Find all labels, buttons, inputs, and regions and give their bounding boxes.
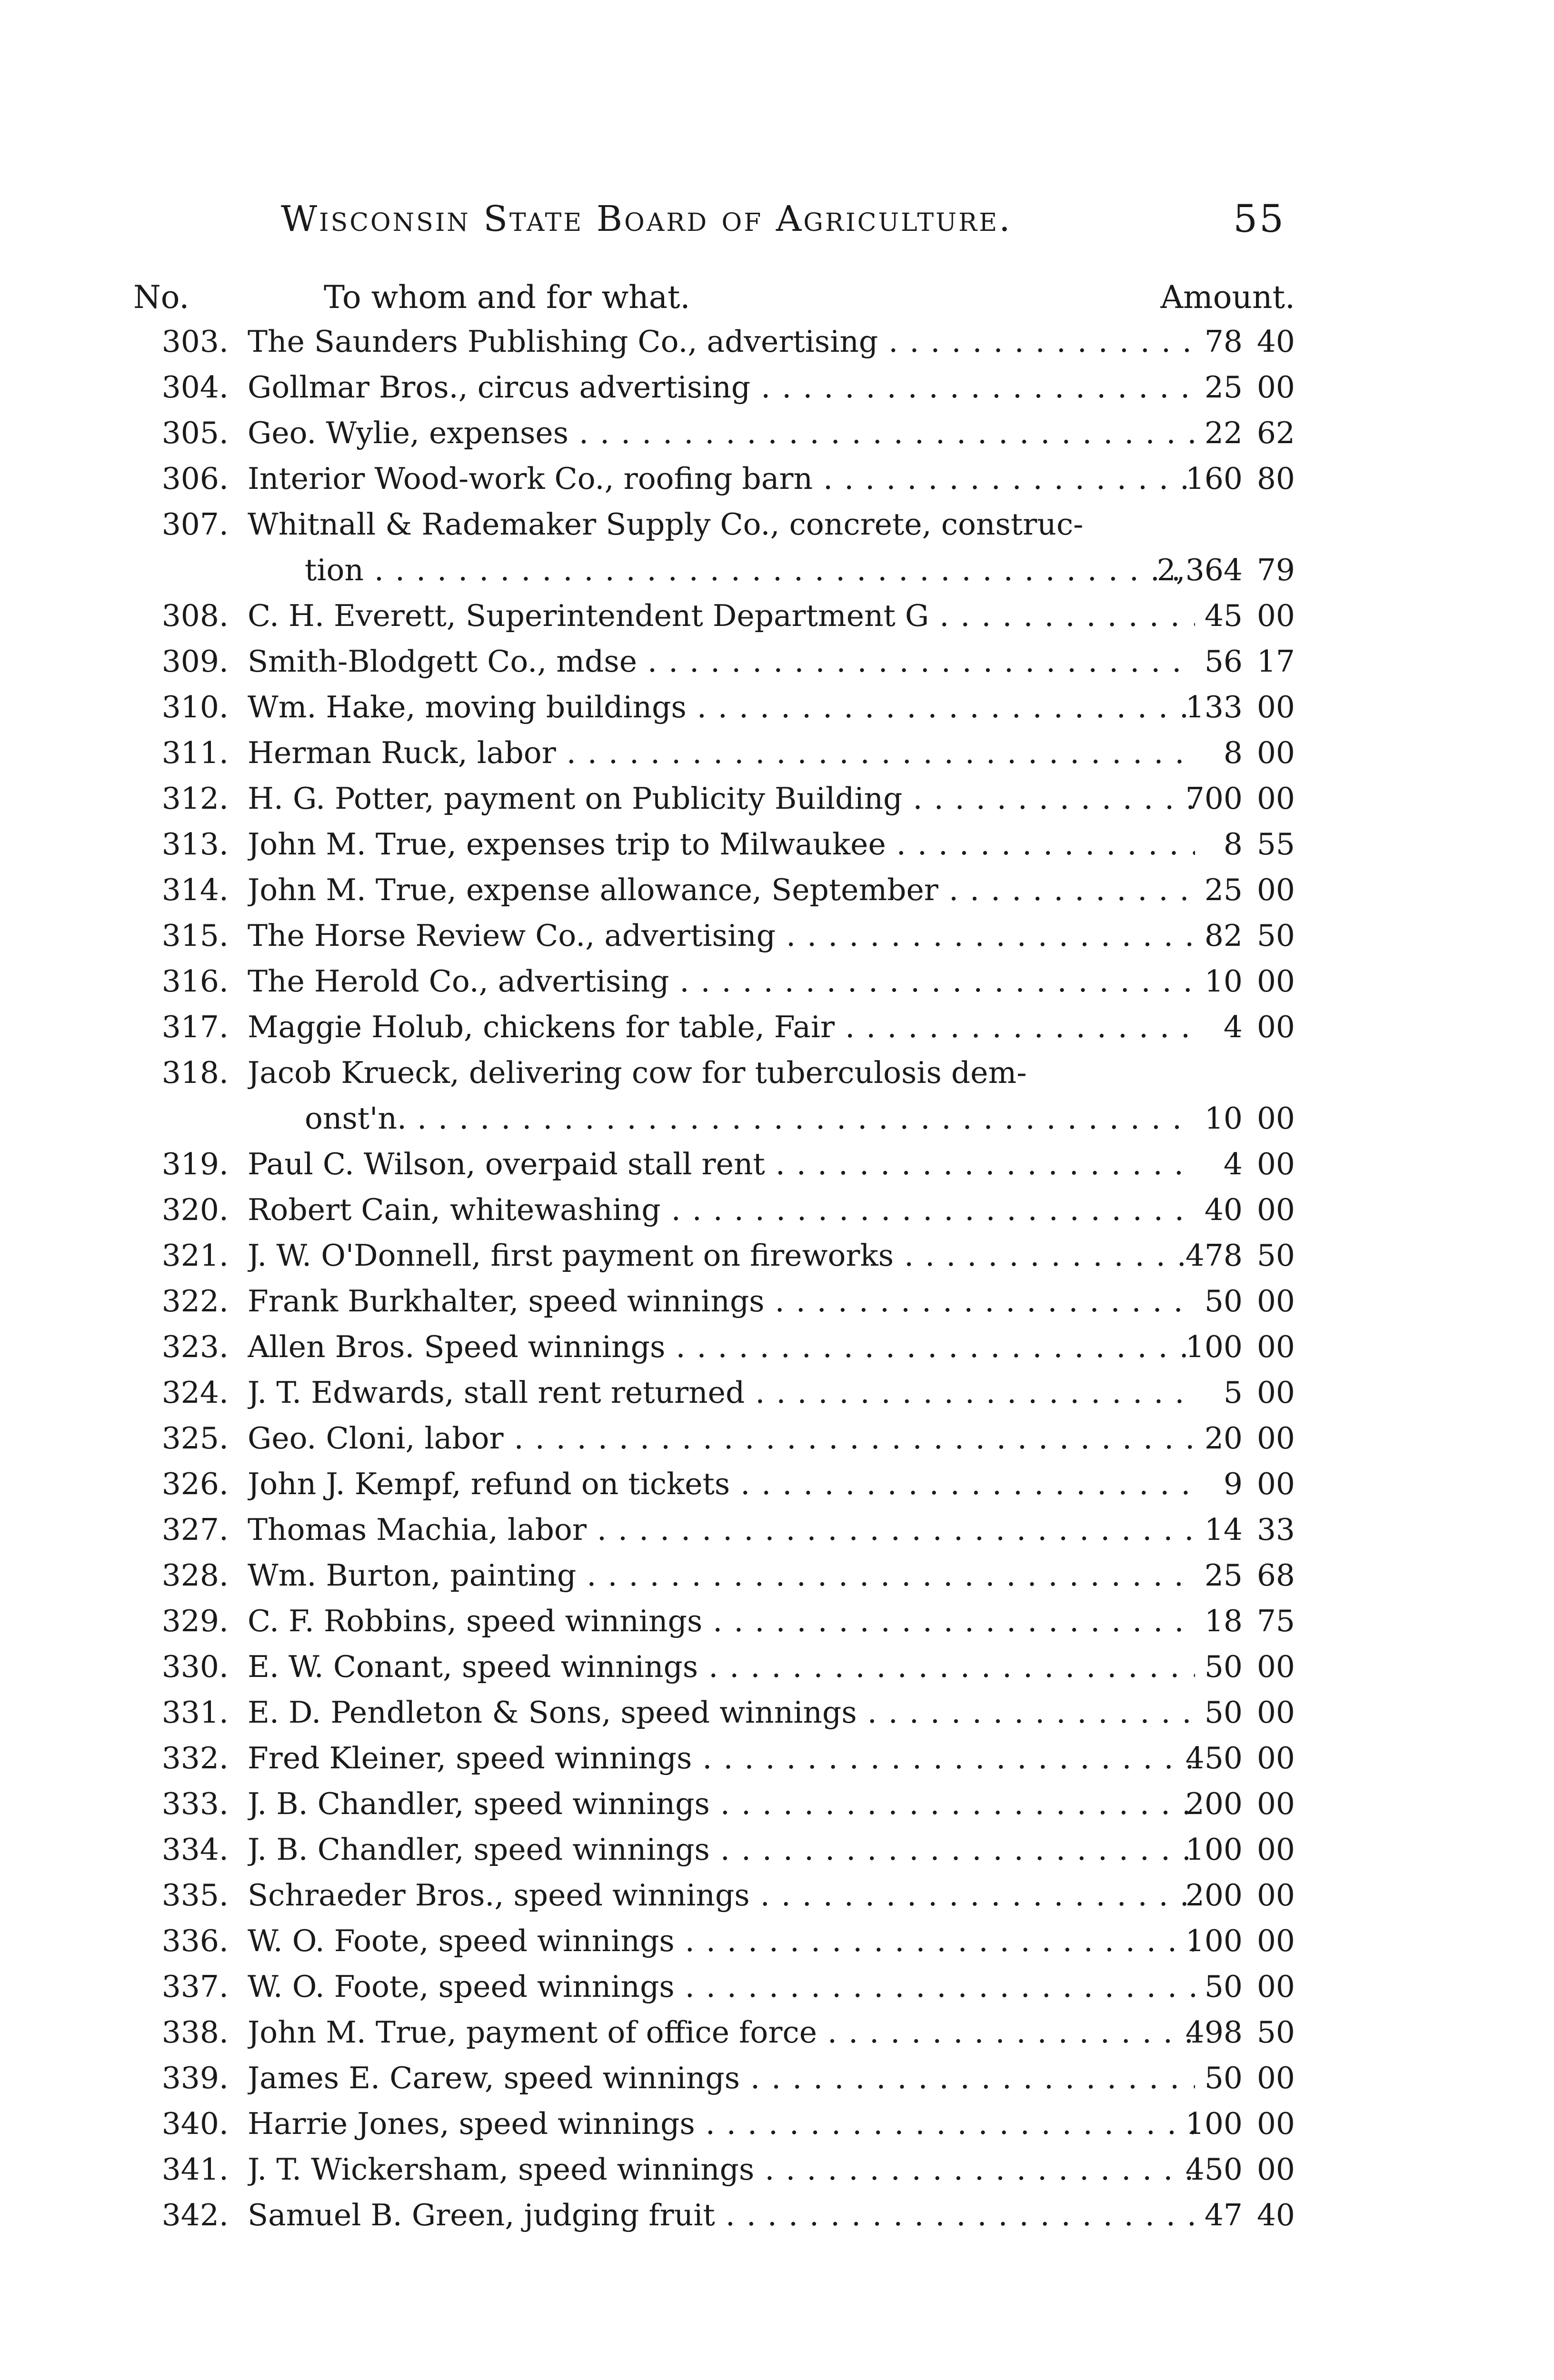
entry-description-line: Frank Burkhalter, speed winnings . . . bbox=[248, 1279, 1195, 1324]
entry-description-line: tion . . . bbox=[305, 547, 1195, 593]
entry-amount bbox=[1162, 959, 1295, 1004]
entry-description bbox=[248, 913, 1195, 959]
amount-dollars: 2,364 bbox=[1156, 553, 1243, 587]
entry-number: 317. bbox=[161, 1010, 229, 1044]
amount-cents: 68 bbox=[1256, 1558, 1295, 1593]
entry-description-line: Wm. Hake, moving buildings . . . bbox=[248, 684, 1195, 730]
amount-cents: 00 bbox=[1256, 1284, 1295, 1319]
amount-dollars: 100 bbox=[1185, 1832, 1243, 1867]
entry-description-line: John M. True, expenses trip to Milwaukee . . . bbox=[248, 822, 1195, 867]
amount-dollars: 700 bbox=[1185, 781, 1243, 816]
running-head bbox=[281, 190, 1285, 248]
ledger-row bbox=[133, 2055, 1295, 2101]
ledger-row bbox=[133, 2010, 1295, 2055]
ledger-row bbox=[133, 1233, 1295, 1279]
entry-amount bbox=[1156, 547, 1295, 593]
amount-cents: 00 bbox=[1256, 1421, 1295, 1456]
entry-number: 323. bbox=[161, 1329, 229, 1364]
entry-description-line: John J. Kempf, refund on tickets . . . bbox=[248, 1461, 1195, 1507]
entry-description-line: Allen Bros. Speed winnings . . . bbox=[248, 1324, 1195, 1370]
amount-dollars: 100 bbox=[1185, 1924, 1243, 1958]
entry-description-line: John M. True, expense allowance, September . . . bbox=[248, 867, 1195, 913]
entry-number: 309. bbox=[161, 644, 229, 679]
amount-cents: 00 bbox=[1256, 964, 1295, 999]
entry-number: 316. bbox=[161, 964, 229, 999]
entry-amount bbox=[1162, 639, 1295, 684]
amount-cents: 00 bbox=[1256, 1147, 1295, 1181]
entry-number: 312. bbox=[161, 781, 229, 816]
entry-description bbox=[248, 1690, 1195, 1735]
amount-dollars: 25 bbox=[1204, 873, 1243, 907]
entry-description bbox=[248, 1416, 1195, 1461]
entry-number: 315. bbox=[161, 918, 229, 953]
entry-description-line: Gollmar Bros., circus advertising . . . bbox=[248, 365, 1195, 410]
entry-number: 326. bbox=[161, 1467, 229, 1501]
entry-description bbox=[248, 867, 1195, 913]
entry-description bbox=[248, 1964, 1195, 2010]
ledger-row bbox=[133, 684, 1295, 730]
entry-number: 336. bbox=[161, 1924, 229, 1958]
ledger-row bbox=[133, 776, 1295, 822]
entry-number: 329. bbox=[161, 1604, 229, 1638]
entry-amount bbox=[1162, 1827, 1295, 1873]
entry-description-line: J. B. Chandler, speed winnings . . . bbox=[248, 1827, 1195, 1873]
entry-amount bbox=[1162, 822, 1295, 867]
entry-number: 337. bbox=[161, 1969, 229, 2004]
ledger-row bbox=[133, 502, 1295, 593]
entry-number: 333. bbox=[161, 1786, 229, 1821]
entry-amount bbox=[1162, 1233, 1295, 1279]
amount-cents: 00 bbox=[1256, 2152, 1295, 2187]
entry-number: 319. bbox=[161, 1147, 229, 1181]
amount-dollars: 25 bbox=[1204, 370, 1243, 405]
entry-description-line: Smith-Blodgett Co., mdse . . . bbox=[248, 639, 1195, 684]
entry-amount bbox=[1162, 1918, 1295, 1964]
ledger-row bbox=[133, 1918, 1295, 1964]
entry-description bbox=[248, 1598, 1195, 1644]
entry-description-line: J. B. Chandler, speed winnings . . . bbox=[248, 1781, 1195, 1827]
amount-dollars: 498 bbox=[1185, 2015, 1243, 2050]
entry-description-line: John M. True, payment of office force . . . bbox=[248, 2010, 1195, 2055]
entry-number: 338. bbox=[161, 2015, 229, 2050]
entry-number: 308. bbox=[161, 598, 229, 633]
entry-number: 322. bbox=[161, 1284, 229, 1319]
entry-description-line: Samuel B. Green, judging fruit . . . bbox=[248, 2192, 1195, 2238]
ledger-entries bbox=[133, 319, 1295, 2238]
amount-dollars: 200 bbox=[1185, 1786, 1243, 1821]
entry-description bbox=[248, 1553, 1195, 1598]
entry-description-line: Maggie Holub, chickens for table, Fair . . . bbox=[248, 1004, 1195, 1050]
column-header-amount: Amount. bbox=[1160, 279, 1295, 316]
entry-description bbox=[248, 1050, 1195, 1141]
entry-amount bbox=[1162, 1324, 1295, 1370]
amount-dollars: 10 bbox=[1204, 964, 1243, 999]
amount-cents: 00 bbox=[1256, 1924, 1295, 1958]
entry-description-line: Paul C. Wilson, overpaid stall rent . . . bbox=[248, 1141, 1195, 1187]
amount-cents: 00 bbox=[1256, 598, 1295, 633]
amount-cents: 00 bbox=[1256, 1832, 1295, 1867]
amount-cents: 00 bbox=[1256, 781, 1295, 816]
ledger-row bbox=[133, 1964, 1295, 2010]
entry-description bbox=[248, 1461, 1195, 1507]
amount-cents: 00 bbox=[1256, 2061, 1295, 2095]
entry-description-line: W. O. Foote, speed winnings . . . bbox=[248, 1964, 1195, 2010]
entry-description bbox=[248, 730, 1195, 776]
entry-description-line: Wm. Burton, painting . . . bbox=[248, 1553, 1195, 1598]
entry-description-line: The Saunders Publishing Co., advertising . . . bbox=[248, 319, 1195, 365]
amount-cents: 00 bbox=[1256, 1741, 1295, 1775]
column-header-no: No. bbox=[133, 279, 189, 316]
amount-dollars: 18 bbox=[1204, 1604, 1243, 1638]
entry-amount bbox=[1162, 2147, 1295, 2192]
amount-dollars: 47 bbox=[1204, 2198, 1243, 2232]
entry-description-line: The Horse Review Co., advertising . . . bbox=[248, 913, 1195, 959]
amount-dollars: 5 bbox=[1223, 1375, 1243, 1410]
amount-cents: 00 bbox=[1256, 370, 1295, 405]
entry-description bbox=[248, 456, 1195, 502]
entry-number: 342. bbox=[161, 2198, 229, 2232]
entry-number: 310. bbox=[161, 690, 229, 724]
ledger-row bbox=[133, 1781, 1295, 1827]
ledger-row bbox=[133, 1279, 1295, 1324]
entry-amount bbox=[1162, 1964, 1295, 2010]
amount-cents: 00 bbox=[1256, 1192, 1295, 1227]
amount-cents: 40 bbox=[1256, 2198, 1295, 2232]
ledger-row bbox=[133, 1598, 1295, 1644]
entry-description bbox=[248, 1004, 1195, 1050]
entry-amount bbox=[1162, 1507, 1295, 1553]
running-head-title: Wisconsin State Board of Agriculture. bbox=[281, 198, 1012, 239]
entry-number: 330. bbox=[161, 1649, 229, 1684]
entry-amount bbox=[1162, 319, 1295, 365]
entry-amount bbox=[1162, 365, 1295, 410]
entry-description bbox=[248, 959, 1195, 1004]
ledger-row bbox=[133, 1370, 1295, 1416]
entry-amount bbox=[1162, 1004, 1295, 1050]
amount-dollars: 40 bbox=[1204, 1192, 1243, 1227]
ledger-row bbox=[133, 1644, 1295, 1690]
entry-description bbox=[248, 319, 1195, 365]
entry-amount bbox=[1162, 2010, 1295, 2055]
entry-description-line: The Herold Co., advertising . . . bbox=[248, 959, 1195, 1004]
entry-description-line: J. T. Edwards, stall rent returned . . . bbox=[248, 1370, 1195, 1416]
amount-cents: 62 bbox=[1256, 416, 1295, 450]
entry-description bbox=[248, 2192, 1195, 2238]
ledger-row bbox=[133, 1690, 1295, 1735]
amount-cents: 00 bbox=[1256, 1786, 1295, 1821]
amount-cents: 80 bbox=[1256, 461, 1295, 496]
ledger-row bbox=[133, 867, 1295, 913]
entry-description bbox=[248, 2055, 1195, 2101]
amount-cents: 00 bbox=[1256, 690, 1295, 724]
entry-number: 332. bbox=[161, 1741, 229, 1775]
ledger-row bbox=[133, 365, 1295, 410]
ledger-row bbox=[133, 2192, 1295, 2238]
amount-cents: 00 bbox=[1256, 1375, 1295, 1410]
amount-cents: 00 bbox=[1256, 1878, 1295, 1913]
entry-amount bbox=[1162, 456, 1295, 502]
amount-dollars: 100 bbox=[1185, 1329, 1243, 1364]
ledger-row bbox=[133, 1416, 1295, 1461]
entry-amount bbox=[1162, 867, 1295, 913]
amount-cents: 55 bbox=[1256, 827, 1295, 862]
amount-cents: 00 bbox=[1256, 735, 1295, 770]
amount-cents: 00 bbox=[1256, 1695, 1295, 1730]
ledger-row bbox=[133, 1553, 1295, 1598]
entry-amount bbox=[1162, 1690, 1295, 1735]
ledger-row bbox=[133, 456, 1295, 502]
entry-description bbox=[248, 639, 1195, 684]
entry-description bbox=[248, 1141, 1195, 1187]
amount-dollars: 22 bbox=[1204, 416, 1243, 450]
entry-amount bbox=[1162, 1096, 1295, 1141]
entry-amount bbox=[1162, 1781, 1295, 1827]
ledger-row bbox=[133, 822, 1295, 867]
ledger-row bbox=[133, 593, 1295, 639]
entry-description-line: C. F. Robbins, speed winnings . . . bbox=[248, 1598, 1195, 1644]
entry-description-line: Whitnall & Rademaker Supply Co., concrete, construc- bbox=[248, 507, 1084, 542]
entry-number: 335. bbox=[161, 1878, 229, 1913]
entry-description bbox=[248, 1187, 1195, 1233]
ledger-row bbox=[133, 639, 1295, 684]
entry-amount bbox=[1162, 2055, 1295, 2101]
amount-cents: 00 bbox=[1256, 1467, 1295, 1501]
entry-amount bbox=[1162, 410, 1295, 456]
entry-description bbox=[248, 822, 1195, 867]
ledger-row bbox=[133, 319, 1295, 365]
entry-description bbox=[248, 502, 1195, 593]
amount-dollars: 78 bbox=[1204, 324, 1243, 359]
amount-dollars: 450 bbox=[1185, 2152, 1243, 2187]
entry-description bbox=[248, 365, 1195, 410]
amount-cents: 00 bbox=[1256, 1969, 1295, 2004]
ledger-row bbox=[133, 1324, 1295, 1370]
entry-amount bbox=[1162, 1141, 1295, 1187]
entry-description bbox=[248, 1781, 1195, 1827]
entry-description bbox=[248, 593, 1195, 639]
amount-dollars: 25 bbox=[1204, 1558, 1243, 1593]
entry-number: 303. bbox=[161, 324, 229, 359]
entry-number: 313. bbox=[161, 827, 229, 862]
entry-description bbox=[248, 1233, 1195, 1279]
entry-description-line: Geo. Cloni, labor . . . bbox=[248, 1416, 1195, 1461]
entry-description-line: onst'n. . . . bbox=[305, 1096, 1195, 1141]
entry-amount bbox=[1162, 2101, 1295, 2147]
entry-number: 314. bbox=[161, 873, 229, 907]
entry-amount bbox=[1162, 593, 1295, 639]
entry-description-line: H. G. Potter, payment on Publicity Building . . . bbox=[248, 776, 1195, 822]
amount-dollars: 8 bbox=[1223, 735, 1243, 770]
entry-description-line: J. T. Wickersham, speed winnings . . . bbox=[248, 2147, 1195, 2192]
amount-cents: 00 bbox=[1256, 1649, 1295, 1684]
page-number: 55 bbox=[1233, 197, 1285, 241]
amount-cents: 33 bbox=[1256, 1512, 1295, 1547]
entry-description-line: Schraeder Bros., speed winnings . . . bbox=[248, 1873, 1195, 1918]
entry-number: 339. bbox=[161, 2061, 229, 2095]
entry-description bbox=[248, 1873, 1195, 1918]
ledger-row bbox=[133, 410, 1295, 456]
amount-dollars: 50 bbox=[1204, 1969, 1243, 2004]
amount-cents: 50 bbox=[1256, 2015, 1295, 2050]
ledger-row bbox=[133, 1507, 1295, 1553]
ledger-row bbox=[133, 959, 1295, 1004]
entry-description-line: Interior Wood-work Co., roofing barn . . . bbox=[248, 456, 1195, 502]
entry-number: 331. bbox=[161, 1695, 229, 1730]
entry-description bbox=[248, 1827, 1195, 1873]
entry-description bbox=[248, 1507, 1195, 1553]
amount-cents: 00 bbox=[1256, 1329, 1295, 1364]
column-header-what: To whom and for what. bbox=[324, 279, 690, 316]
entry-number: 307. bbox=[161, 507, 229, 542]
amount-cents: 50 bbox=[1256, 1238, 1295, 1273]
amount-dollars: 4 bbox=[1223, 1010, 1243, 1044]
amount-dollars: 50 bbox=[1204, 1284, 1243, 1319]
entry-number: 325. bbox=[161, 1421, 229, 1456]
amount-dollars: 9 bbox=[1223, 1467, 1243, 1501]
ledger-row bbox=[133, 730, 1295, 776]
amount-dollars: 133 bbox=[1185, 690, 1243, 724]
ledger-row bbox=[133, 2101, 1295, 2147]
ledger-row bbox=[133, 1735, 1295, 1781]
entry-amount bbox=[1162, 913, 1295, 959]
entry-description-line: Robert Cain, whitewashing . . . bbox=[248, 1187, 1195, 1233]
entry-number: 304. bbox=[161, 370, 229, 405]
entry-amount bbox=[1162, 1187, 1295, 1233]
entry-description-line: Herman Ruck, labor . . . bbox=[248, 730, 1195, 776]
entry-number: 328. bbox=[161, 1558, 229, 1593]
entry-amount bbox=[1162, 776, 1295, 822]
ledger-row bbox=[133, 1004, 1295, 1050]
entry-number: 318. bbox=[161, 1055, 229, 1090]
entry-amount bbox=[1162, 1370, 1295, 1416]
entry-description bbox=[248, 1918, 1195, 1964]
entry-number: 321. bbox=[161, 1238, 229, 1273]
entry-number: 311. bbox=[161, 735, 229, 770]
entry-amount bbox=[1162, 1279, 1295, 1324]
entry-description-line: E. D. Pendleton & Sons, speed winnings . . . bbox=[248, 1690, 1195, 1735]
entry-amount bbox=[1162, 1598, 1295, 1644]
ledger-row bbox=[133, 1141, 1295, 1187]
entry-description bbox=[248, 776, 1195, 822]
entry-number: 320. bbox=[161, 1192, 229, 1227]
entry-description-line: W. O. Foote, speed winnings . . . bbox=[248, 1918, 1195, 1964]
ledger-row bbox=[133, 913, 1295, 959]
amount-dollars: 50 bbox=[1204, 2061, 1243, 2095]
amount-cents: 00 bbox=[1256, 1010, 1295, 1044]
entry-description bbox=[248, 1644, 1195, 1690]
amount-dollars: 450 bbox=[1185, 1741, 1243, 1775]
entry-number: 327. bbox=[161, 1512, 229, 1547]
entry-number: 334. bbox=[161, 1832, 229, 1867]
entry-number: 324. bbox=[161, 1375, 229, 1410]
entry-amount bbox=[1162, 1553, 1295, 1598]
entry-description bbox=[248, 1735, 1195, 1781]
amount-dollars: 160 bbox=[1185, 461, 1243, 496]
entry-description bbox=[248, 2010, 1195, 2055]
entry-number: 306. bbox=[161, 461, 229, 496]
amount-cents: 00 bbox=[1256, 873, 1295, 907]
entry-description-line: Thomas Machia, labor . . . bbox=[248, 1507, 1195, 1553]
amount-cents: 79 bbox=[1256, 553, 1295, 587]
entry-amount bbox=[1162, 1416, 1295, 1461]
entry-description bbox=[248, 684, 1195, 730]
amount-dollars: 10 bbox=[1204, 1101, 1243, 1136]
entry-description-line: James E. Carew, speed winnings . . . bbox=[248, 2055, 1195, 2101]
entry-description bbox=[248, 1279, 1195, 1324]
entry-description bbox=[248, 410, 1195, 456]
amount-cents: 50 bbox=[1256, 918, 1295, 953]
entry-description-line: Harrie Jones, speed winnings . . . bbox=[248, 2101, 1195, 2147]
amount-dollars: 82 bbox=[1204, 918, 1243, 953]
column-headers bbox=[133, 276, 1295, 319]
entry-amount bbox=[1162, 1873, 1295, 1918]
entry-amount bbox=[1162, 730, 1295, 776]
ledger-row bbox=[133, 1827, 1295, 1873]
amount-cents: 40 bbox=[1256, 324, 1295, 359]
amount-cents: 17 bbox=[1256, 644, 1295, 679]
amount-dollars: 4 bbox=[1223, 1147, 1243, 1181]
entry-number: 305. bbox=[161, 416, 229, 450]
entry-description-line: J. W. O'Donnell, first payment on fireworks . . . bbox=[248, 1233, 1195, 1279]
entry-description-line: Fred Kleiner, speed winnings . . . bbox=[248, 1735, 1195, 1781]
amount-dollars: 56 bbox=[1204, 644, 1243, 679]
amount-dollars: 478 bbox=[1185, 1238, 1243, 1273]
entry-amount bbox=[1162, 1644, 1295, 1690]
amount-cents: 00 bbox=[1256, 2106, 1295, 2141]
amount-dollars: 45 bbox=[1204, 598, 1243, 633]
ledger-row bbox=[133, 1873, 1295, 1918]
entry-description bbox=[248, 1370, 1195, 1416]
amount-dollars: 200 bbox=[1185, 1878, 1243, 1913]
entry-amount bbox=[1162, 2192, 1295, 2238]
amount-dollars: 20 bbox=[1204, 1421, 1243, 1456]
entry-description bbox=[248, 1324, 1195, 1370]
amount-dollars: 8 bbox=[1223, 827, 1243, 862]
amount-cents: 00 bbox=[1256, 1101, 1295, 1136]
entry-description-line: Geo. Wylie, expenses . . . bbox=[248, 410, 1195, 456]
entry-number: 341. bbox=[161, 2152, 229, 2187]
amount-dollars: 50 bbox=[1204, 1649, 1243, 1684]
entry-number: 340. bbox=[161, 2106, 229, 2141]
entry-amount bbox=[1162, 684, 1295, 730]
ledger-row bbox=[133, 2147, 1295, 2192]
amount-dollars: 50 bbox=[1204, 1695, 1243, 1730]
entry-description bbox=[248, 2147, 1195, 2192]
entry-amount bbox=[1162, 1735, 1295, 1781]
amount-dollars: 100 bbox=[1185, 2106, 1243, 2141]
entry-amount bbox=[1162, 1461, 1295, 1507]
ledger-row bbox=[133, 1461, 1295, 1507]
amount-cents: 75 bbox=[1256, 1604, 1295, 1638]
entry-description-line: E. W. Conant, speed winnings . . . bbox=[248, 1644, 1195, 1690]
ledger-row bbox=[133, 1050, 1295, 1141]
ledger-row bbox=[133, 1187, 1295, 1233]
amount-dollars: 14 bbox=[1204, 1512, 1243, 1547]
entry-description-line: Jacob Krueck, delivering cow for tuberculosis dem- bbox=[248, 1055, 1027, 1090]
entry-description-line: C. H. Everett, Superintendent Department G . . . bbox=[248, 593, 1195, 639]
entry-description bbox=[248, 2101, 1195, 2147]
